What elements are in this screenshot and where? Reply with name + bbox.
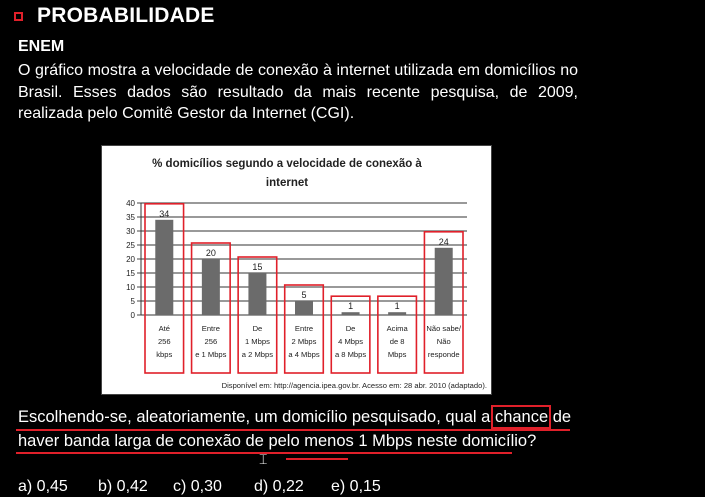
answer-option-c[interactable]: c) 0,30	[173, 478, 222, 495]
category-label: Mbps	[387, 350, 407, 359]
cursor-icon: ⌶	[259, 451, 268, 467]
y-tick-label: 25	[126, 241, 135, 250]
category-label: e 1 Mbps	[195, 350, 227, 359]
category-label: De	[345, 324, 356, 333]
underline-annotation	[16, 429, 570, 431]
category-label: a 2 Mbps	[241, 350, 274, 359]
category-label: Até	[158, 324, 170, 333]
intro-line: Brasil. Esses dados são resultado da mais recente pesquisa, de 2009,	[18, 83, 578, 101]
y-tick-label: 15	[126, 269, 135, 278]
chart-title-line-2: internet	[265, 177, 309, 189]
chart-figure	[101, 145, 492, 395]
bar-value-label: 15	[252, 262, 263, 272]
bar	[388, 312, 406, 315]
category-label: Entre	[294, 324, 314, 333]
bar	[342, 312, 360, 315]
y-tick-label: 20	[126, 255, 135, 264]
bar	[435, 248, 453, 315]
bar-value-label: 5	[301, 290, 307, 300]
intro-paragraph	[18, 60, 578, 125]
category-label: Acima	[386, 324, 408, 333]
question-line: Escolhendo-se, aleatoriamente, um domicílio pesquisado, qual a chance de	[18, 408, 572, 426]
bar	[248, 273, 266, 315]
category-label: responde	[427, 350, 460, 359]
category-label: Entre	[201, 324, 220, 333]
answer-option-d[interactable]: d) 0,22	[254, 478, 304, 495]
category-label: kbps	[156, 350, 173, 359]
intro-line: realizada pelo Comitê Gestor da Internet (CGI).	[18, 105, 355, 122]
y-tick-label: 0	[130, 311, 135, 320]
bar-value-label: 1	[394, 301, 400, 312]
category-label: de 8	[389, 337, 405, 346]
bar-value-label: 1	[348, 301, 354, 312]
slide-header	[10, 3, 215, 29]
bar	[295, 301, 313, 315]
underline-annotation	[286, 458, 348, 460]
category-label: 4 Mbps	[338, 337, 364, 346]
source-label: ENEM	[18, 38, 65, 55]
y-tick-label: 40	[126, 199, 135, 208]
y-tick-label: 5	[130, 297, 135, 306]
intro-line: O gráfico mostra a velocidade de conexão à internet utilizada em domicílios no	[18, 62, 578, 79]
question-line: haver banda larga de conexão de pelo menos 1 Mbps neste domicílio?	[18, 432, 537, 450]
category-label: a 8 Mbps	[334, 350, 367, 359]
category-label: Não	[436, 337, 451, 346]
y-tick-label: 10	[126, 283, 135, 292]
square-bullet-icon	[14, 12, 23, 21]
chart-title-line-1: % domicílios segundo a velocidade de conexão à	[152, 158, 422, 170]
category-label: 1 Mbps	[244, 337, 270, 346]
bar	[155, 220, 173, 315]
slide-title: PROBABILIDADE	[37, 4, 215, 27]
y-tick-label: 35	[126, 213, 135, 222]
bar-value-label: 20	[205, 248, 216, 258]
chart-source-note: Disponível em: http://agencia.ipea.gov.br. Acesso em: 28 abr. 2010 (adaptado).	[221, 381, 487, 390]
bar-value-label: 24	[438, 236, 449, 247]
bar	[202, 259, 220, 315]
category-label: 2 Mbps	[291, 337, 317, 346]
chance-highlight-box	[491, 405, 551, 429]
category-label: Não sabe/	[426, 324, 462, 333]
category-label: 256	[157, 337, 171, 346]
bar-chart	[101, 145, 492, 395]
bar-value-label: 34	[159, 208, 170, 219]
answer-option-e[interactable]: e) 0,15	[331, 478, 381, 495]
category-label: a 4 Mbps	[288, 350, 320, 359]
answer-option-a[interactable]: a) 0,45	[18, 478, 68, 495]
answer-option-b[interactable]: b) 0,42	[98, 478, 148, 495]
y-tick-label: 30	[126, 227, 135, 236]
category-label: De	[252, 324, 263, 333]
category-label: 256	[204, 337, 218, 346]
